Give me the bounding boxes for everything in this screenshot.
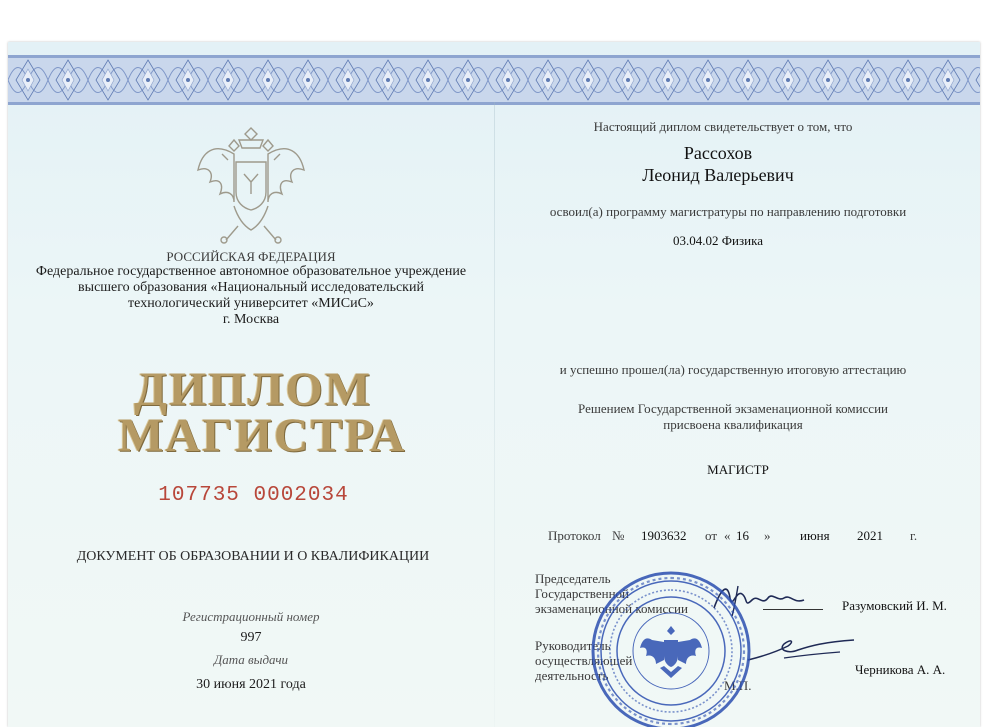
fold-line (494, 102, 495, 727)
signature-head (744, 634, 864, 670)
country-name: РОССИЙСКАЯ ФЕДЕРАЦИЯ (166, 249, 336, 264)
head-title-3: деятельность (535, 668, 609, 683)
protocol-label: Протокол (548, 528, 601, 543)
diploma-title-line-2: МАГИСТРА (118, 409, 407, 462)
seal-place-label: М.П. (724, 678, 752, 693)
city: г. Москва (222, 312, 280, 327)
intro-text: Настоящий диплом свидетельствует о том, что (593, 119, 853, 134)
decision-line-1: Решением Государственной экзаменационной комиссии (578, 401, 888, 416)
protocol-from: от (705, 528, 718, 543)
graduate-name: Леонид Валерьевич (642, 165, 794, 185)
quote-open: « (724, 528, 731, 543)
qualification: МАГИСТР (707, 462, 769, 477)
issue-date: 30 июня 2021 года (196, 677, 306, 692)
registration-number: 997 (240, 630, 262, 645)
protocol-month: июня (800, 528, 830, 543)
attestation-text: и успешно прошел(ла) государственную итоговую аттестацию (559, 362, 907, 377)
head-name: Черникова А. А. (855, 662, 946, 677)
program-name: 03.04.02 Физика (673, 233, 763, 248)
program-text: освоил(а) программу магистратуры по направлению подготовки (549, 204, 907, 219)
diploma-sheet (8, 42, 980, 727)
head-title-1: Руководитель (535, 638, 611, 653)
decision-line-2: присвоена квалификация (663, 417, 803, 432)
protocol-number: 1903632 (641, 528, 687, 543)
coat-of-arms-emblem (194, 122, 308, 252)
protocol-day: 16 (736, 528, 749, 543)
chair-title-1: Председатель (535, 571, 611, 586)
chair-title-3: экзаменационной комиссии (535, 601, 688, 616)
diploma-title-line-1: ДИПЛОМ (133, 363, 373, 416)
quote-close: » (764, 528, 771, 543)
guilloche-band (8, 55, 980, 105)
year-suffix: г. (910, 528, 918, 543)
issue-date-label: Дата выдачи (213, 652, 289, 667)
org-line-2: высшего образования «Национальный исследовательский (78, 280, 424, 295)
chair-name: Разумовский И. М. (842, 598, 947, 613)
protocol-year: 2021 (857, 528, 883, 543)
graduate-surname: Рассохов (683, 143, 753, 163)
protocol-number-sign: № (612, 528, 625, 543)
org-line-3: технологический университет «МИСиС» (128, 296, 374, 311)
document-type: ДОКУМЕНТ ОБ ОБРАЗОВАНИИ И О КВАЛИФИКАЦИИ (76, 549, 430, 564)
official-seal-stamp (590, 570, 752, 727)
head-title-2: осуществляющей (535, 653, 633, 668)
chair-title-2: Государственной (535, 586, 630, 601)
registration-label: Регистрационный номер (182, 609, 320, 624)
org-line-1: Федеральное государственное автономное образовательное учреждение (35, 264, 467, 279)
serial-number: 107735 0002034 (158, 484, 349, 507)
